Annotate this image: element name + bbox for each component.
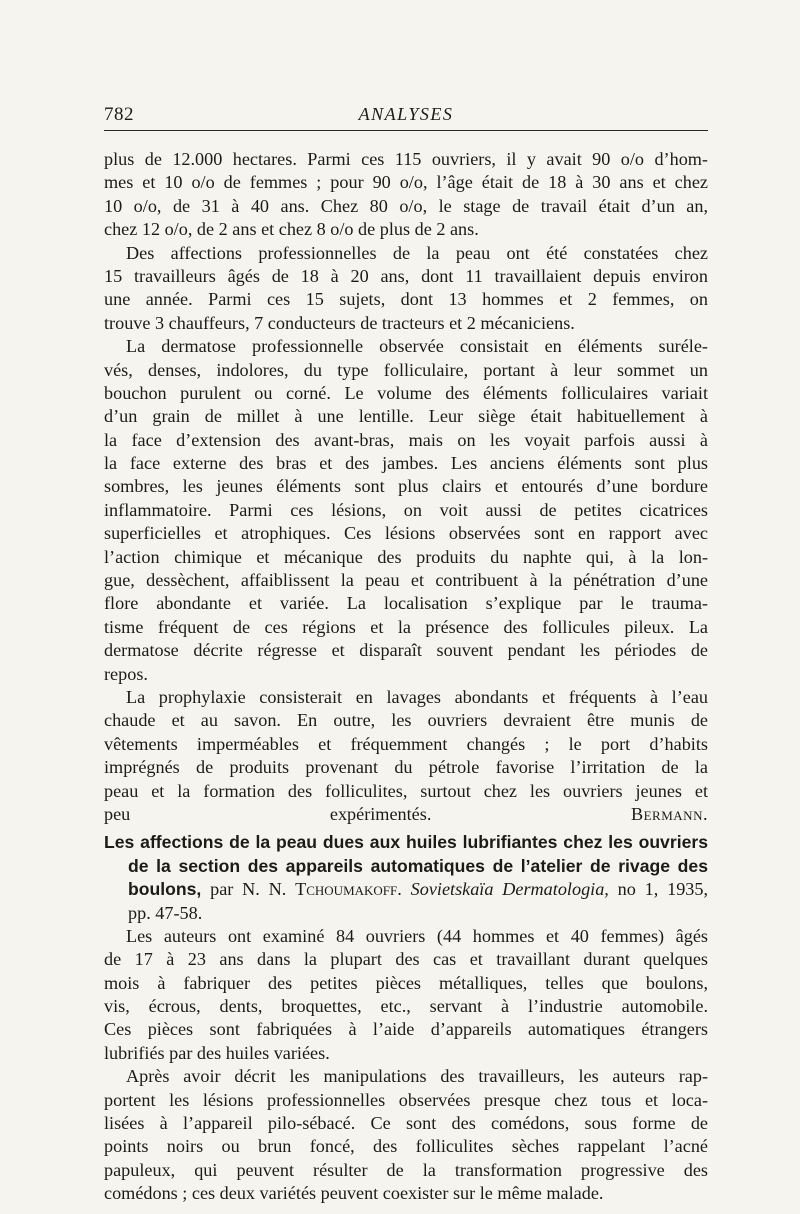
- text-line: gue, dessèchent, affaiblissent la peau et contribuent à la pénétration d’une: [104, 570, 708, 591]
- paragraph: [104, 148, 708, 242]
- text-line: imprégnés de produits provenant du pétrole favorise l’irritation de la: [104, 757, 708, 778]
- text-line: d’un grain de millet à une lentille. Leur siège était habituellement à: [104, 406, 708, 427]
- reviewer-signature: Bermann.: [630, 803, 708, 824]
- text-line: comédons ; ces deux variétés peuvent coexister sur le même malade.: [104, 1183, 604, 1204]
- paragraph: [104, 335, 708, 686]
- paragraph: [104, 686, 708, 826]
- article-citation-line: [104, 878, 708, 901]
- body-text: [104, 148, 708, 1206]
- first-review: [104, 148, 708, 826]
- article-journal: Sovietskaïa Dermatologia,: [410, 879, 609, 900]
- text-line: trouve 3 chauffeurs, 7 conducteurs de tracteurs et 2 mécaniciens.: [104, 312, 575, 333]
- text-line: portent les lésions professionnelles observées presque chez tous et loca-: [104, 1089, 708, 1110]
- page-number: 782: [104, 104, 134, 125]
- text-line: plus de 12.000 hectares. Parmi ces 115 ouvriers, il y avait 90 o/o d’hom-: [104, 149, 708, 169]
- signature-line: [104, 803, 708, 826]
- text-line: vis, écrous, dents, broquettes, etc., servant à l’industrie automobile.: [104, 996, 708, 1017]
- text-line: dermatose décrite régresse et disparaît souvent pendant les périodes de: [104, 640, 708, 661]
- article-title-end: boulons,: [128, 879, 202, 900]
- text-line: repos.: [104, 663, 148, 684]
- text-line: La prophylaxie consisterait en lavages abondants et fréquents à l’eau: [126, 686, 708, 707]
- text-line: la face externe des bras et des jambes. Les anciens éléments sont plus: [104, 453, 708, 474]
- text-line: sombres, les jeunes éléments sont plus clairs et entourés d’une bordure: [104, 476, 708, 497]
- article-author: Tchoumakoff.: [295, 879, 402, 900]
- text-line: lisées à l’appareil pilo-sébacé. Ce sont des comédons, sous forme de: [104, 1113, 708, 1134]
- article-par: par N. N.: [210, 879, 287, 900]
- text-line: tisme fréquent de ces régions et la présence des follicules pileux. La: [104, 616, 708, 637]
- text-line: superficielles et atrophiques. Ces lésions observées sont en rapport avec: [104, 523, 708, 544]
- text-line: Après avoir décrit les manipulations des travailleurs, les auteurs rap-: [126, 1066, 708, 1087]
- text-line-end: peu expérimentés.: [104, 803, 432, 824]
- text-line: La dermatose professionnelle observée consistait en éléments suréle-: [126, 336, 708, 357]
- text-line: papuleux, qui peuvent résulter de la transformation progressive des: [104, 1159, 708, 1180]
- second-review: [104, 925, 708, 1206]
- text-line: lubrifiés par des huiles variées.: [104, 1042, 330, 1063]
- text-line: Ces pièces sont fabriquées à l’aide d’appareils automatiques étrangers: [104, 1019, 708, 1040]
- text-line: une année. Parmi ces 15 sujets, dont 13 hommes et 2 femmes, on: [104, 289, 708, 310]
- text-line: de 17 à 23 ans dans la plupart des cas et travaillant durant quelques: [104, 949, 708, 970]
- page-header: [104, 104, 708, 131]
- running-title: ANALYSES: [358, 104, 454, 124]
- text-line: vés, denses, indolores, du type folliculaire, portant à leur sommet un: [104, 359, 708, 380]
- text-line: chez 12 o/o, de 2 ans et chez 8 o/o de plus de 2 ans.: [104, 219, 479, 240]
- paragraph: [104, 1065, 708, 1205]
- text-line: chaude et au savon. En outre, les ouvriers devraient être munis de: [104, 710, 708, 731]
- article-heading: [104, 831, 708, 925]
- text-line: Des affections professionnelles de la peau ont été constatées chez: [126, 242, 708, 263]
- paragraph: [104, 242, 708, 336]
- text-line: bouchon purulent ou corné. Le volume des éléments folliculaires variait: [104, 382, 708, 403]
- text-line: 10 o/o, de 31 à 40 ans. Chez 80 o/o, le stage de travail était d’un an,: [104, 195, 708, 216]
- text-line: Les auteurs ont examiné 84 ouvriers (44 hommes et 40 femmes) âgés: [126, 925, 708, 946]
- text-line: inflammatoire. Parmi ces lésions, on voit aussi de petites cicatrices: [104, 499, 708, 520]
- text-line: mes et 10 o/o de femmes ; pour 90 o/o, l’âge était de 18 à 30 ans et chez: [104, 172, 708, 193]
- text-line: peau et la formation des folliculites, surtout chez les ouvriers jeunes et: [104, 780, 708, 801]
- paragraph: [104, 925, 708, 1065]
- text-line: 15 travailleurs âgés de 18 à 20 ans, dont 11 travaillaient depuis environ: [104, 265, 708, 286]
- article-pages: pp. 47-58.: [128, 902, 203, 923]
- text-line: points noirs ou brun foncé, des folliculites sèches rappelant l’acné: [104, 1136, 708, 1157]
- text-line: l’action chimique et mécanique des produits du naphte qui, à la lon-: [104, 546, 708, 567]
- text-line: flore abondante et variée. La localisation s’explique par le trauma-: [104, 593, 708, 614]
- text-line: la face d’extension des avant-bras, mais on les voyait parfois aussi à: [104, 429, 708, 450]
- article-issue: no 1, 1935,: [617, 879, 709, 900]
- text-line: vêtements imperméables et fréquemment changés ; le port d’habits: [104, 733, 708, 754]
- article-title-line: Les affections de la peau dues aux huiles lubrifiantes chez les ouvriers: [104, 832, 708, 853]
- text-line: mois à fabriquer des petites pièces métalliques, telles que boulons,: [104, 972, 708, 993]
- article-title-line: de la section des appareils automatiques de l’atelier de rivage des: [128, 855, 708, 876]
